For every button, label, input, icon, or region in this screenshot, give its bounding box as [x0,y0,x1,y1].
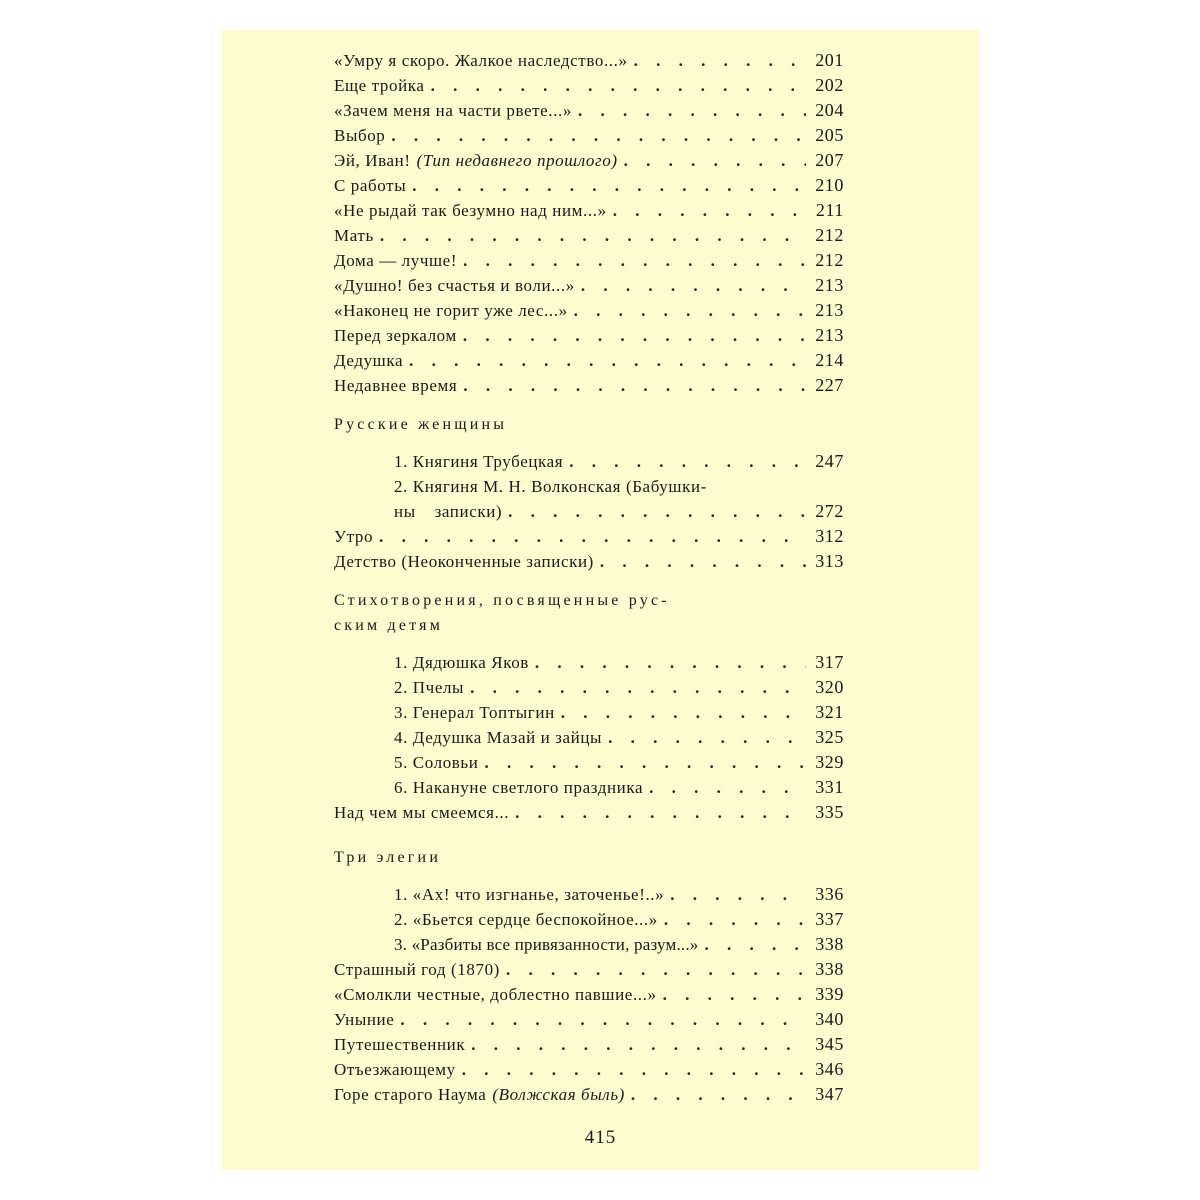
toc-entry [334,323,844,348]
toc-subentry-line [394,474,844,499]
entry-page: 317 [815,652,844,672]
entry-page: 338 [815,934,844,954]
entry-title: Выбор [334,126,386,145]
dot-leader [581,273,806,298]
dot-leader [569,449,806,474]
toc-entry [334,373,844,398]
toc-subentry [394,932,844,957]
entry-page: 205 [815,125,844,145]
entry-page: 204 [815,100,844,120]
toc-entry [334,549,844,574]
entry-page: 210 [815,175,844,195]
toc-entry [334,348,844,373]
entry-title-continued: ны записки) [394,502,503,521]
toc-entry [334,98,844,123]
dot-leader [608,725,806,750]
toc-entry [334,248,844,273]
entry-page: 337 [815,909,844,929]
entry-page: 331 [815,777,844,797]
entry-page: 213 [815,325,844,345]
entry-title: Дедушка [334,351,404,370]
entry-title: 2. «Бьется сердце беспокойное...» [394,910,658,929]
entry-title: 6. Накануне светлого праздника [394,778,644,797]
toc-subentry [394,499,844,524]
toc-subentry [394,725,844,750]
toc-entry [334,48,844,73]
dot-leader [600,549,806,574]
entry-page: 329 [815,752,844,772]
toc-entry [334,1057,844,1082]
entry-title: 5. Соловьи [394,753,479,772]
dot-leader [578,98,806,123]
entry-title: С работы [334,176,407,195]
dot-leader [664,907,806,932]
entry-title: Детство (Неоконченные записки) [334,552,594,571]
entry-page: 321 [815,702,844,722]
entry-page: 202 [815,75,844,95]
toc-subentry [394,882,844,907]
toc-entry [334,273,844,298]
entry-title: Страшный год (1870) [334,960,500,979]
entry-title: 2. Княгиня М. Н. Волконская (Бабушки- [394,477,707,496]
entry-page: 313 [815,551,844,571]
dot-leader [400,1007,806,1032]
entry-title: Мать [334,226,374,245]
toc-entry [334,73,844,98]
dot-leader [670,882,806,907]
book-page [222,30,979,1170]
entry-title: Отъезжающему [334,1060,456,1079]
toc-entry [334,148,844,173]
entry-page: 339 [815,984,844,1004]
entry-page: 212 [815,250,844,270]
entry-title: «Не рыдай так безумно над ним...» [334,201,607,220]
toc-subentry [394,750,844,775]
dot-leader [624,148,806,173]
entry-title: Недавнее время [334,376,458,395]
dot-leader [380,223,806,248]
section-heading-continued: ским детям [334,617,444,634]
entry-page: 312 [815,526,844,546]
entry-title: Горе старого Наума [334,1085,487,1104]
dot-leader [561,700,806,725]
entry-title: 3. Генерал Топтыгин [394,703,555,722]
toc-subentry [394,675,844,700]
toc-entry [334,982,844,1007]
section-heading: Русские женщины [334,416,508,433]
dot-leader [506,957,806,982]
toc-subentry [394,775,844,800]
entry-page: 227 [815,375,844,395]
entry-page: 346 [815,1059,844,1079]
toc-subentry [394,650,844,675]
dot-leader [508,499,806,524]
entry-page: 213 [815,275,844,295]
toc-entry [334,298,844,323]
entry-title: 1. «Ах! что изгнанье, заточенье!..» [394,885,665,904]
entry-title: 3. «Разбиты все привязанности, разум...» [394,935,699,954]
dot-leader [574,298,806,323]
dot-leader [463,248,806,273]
dot-leader [631,1082,806,1107]
dot-leader [663,982,806,1007]
dot-leader [379,524,806,549]
toc-entry [334,800,844,825]
toc-entry [334,198,844,223]
dot-leader [463,373,806,398]
entry-title: «Душно! без счастья и воли...» [334,276,575,295]
section-heading: Три элегии [334,849,442,866]
entry-title: 1. Дядюшка Яков [394,653,529,672]
toc-subentry [394,449,844,474]
page-number: 415 [584,1127,617,1148]
dot-leader [484,750,806,775]
entry-page: 207 [815,150,844,170]
toc-entry [334,173,844,198]
dot-leader [409,348,806,373]
toc-entry [334,1082,844,1107]
dot-leader [462,1057,806,1082]
toc-subentry [394,700,844,725]
entry-page: 347 [815,1084,844,1104]
dot-leader [535,650,806,675]
dot-leader [431,73,806,98]
entry-page: 213 [815,300,844,320]
dot-leader [634,48,806,73]
entry-page: 211 [815,200,844,220]
entry-page: 272 [815,501,844,521]
entry-title: «Зачем меня на части рвете...» [334,101,572,120]
entry-page: 212 [815,225,844,245]
entry-page: 214 [815,350,844,370]
dot-leader [515,800,806,825]
entry-title: Путешественник [334,1035,466,1054]
entry-page: 345 [815,1034,844,1054]
entry-title: Утро [334,527,374,546]
dot-leader [463,323,806,348]
dot-leader [471,1032,806,1057]
entry-page: 325 [815,727,844,747]
entry-title: Эй, Иван! [334,151,411,170]
entry-title: Над чем мы смеемся... [334,803,510,822]
dot-leader [613,198,806,223]
entry-title: Перед зеркалом [334,326,457,345]
dot-leader [412,173,806,198]
entry-page: 336 [815,884,844,904]
entry-title: Еще тройка [334,76,425,95]
entry-page: 201 [815,50,844,70]
entry-title: 4. Дедушка Мазай и зайцы [394,728,603,747]
entry-page: 338 [815,959,844,979]
entry-page: 320 [815,677,844,697]
dot-leader [649,775,806,800]
table-of-contents [334,48,844,1107]
entry-title: «Наконец не горит уже лес...» [334,301,568,320]
toc-entry [334,223,844,248]
dot-leader [470,675,806,700]
dot-leader [391,123,806,148]
toc-subentry [394,907,844,932]
entry-page: 340 [815,1009,844,1029]
dot-leader [705,932,807,957]
entry-title: 2. Пчелы [394,678,465,697]
toc-entry [334,957,844,982]
entry-title: Уныние [334,1010,395,1029]
toc-entry [334,1007,844,1032]
entry-title: «Умру я скоро. Жалкое наследство...» [334,51,628,70]
toc-entry [334,123,844,148]
entry-subtitle: (Волжская быль) [492,1085,625,1104]
entry-title: «Смолкли честные, доблестно павшие...» [334,985,657,1004]
entry-title: 1. Княгиня Трубецкая [394,452,564,471]
entry-page: 335 [815,802,844,822]
section-heading: Стихотворения, посвященные рус- [334,592,670,609]
toc-entry [334,524,844,549]
entry-page: 247 [815,451,844,471]
entry-title: Дома — лучше! [334,251,458,270]
entry-subtitle: (Тип недавнего прошлого) [416,151,618,170]
toc-entry [334,1032,844,1057]
